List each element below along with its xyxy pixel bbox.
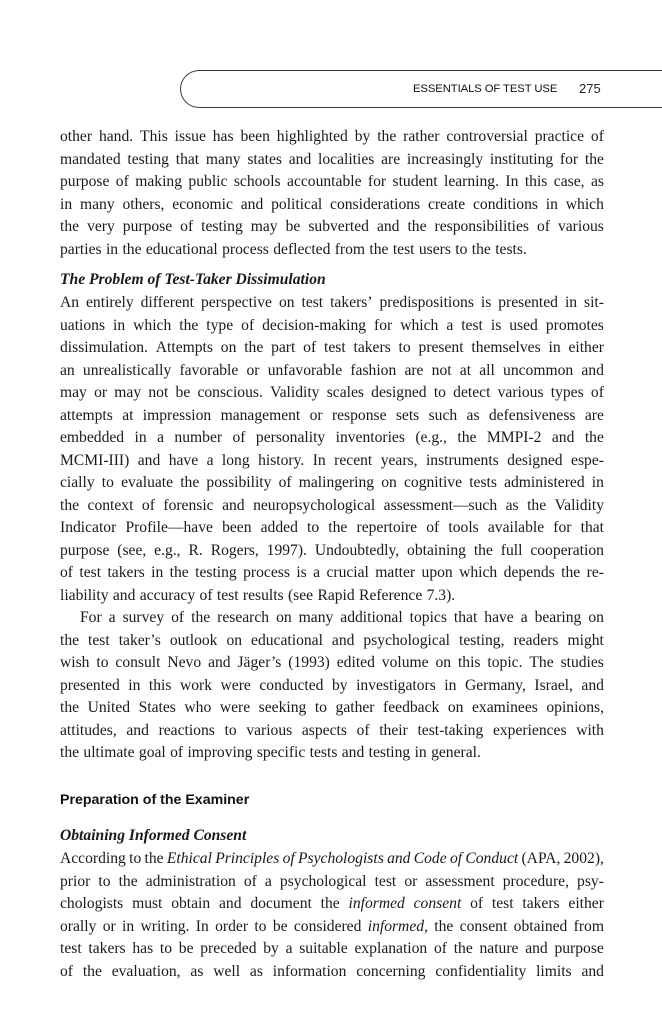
text-line: purpose (see, e.g., R. Rogers, 1997). Undoubtedly, obtaining the full cooperation [60,541,604,559]
subsection-informed-consent [60,824,604,983]
text-line: may or may not be conscious. Validity scales designed to detect various types of [60,384,604,401]
text-line: orally or in writing. In order to be considered informed, the consent obtained from [60,917,604,935]
text-line: the United States who were seeking to gather feedback on examinees opinions, [60,699,604,716]
text-line: dissimulation. Attempts on the part of test takers to present themselves in either [60,339,604,356]
paragraph-continuation [60,126,604,261]
text-line: chologists must obtain and document the informed consent of test takers either [60,895,604,912]
page-number: 275 [579,81,601,96]
text-line: Indicator Profile—have been added to the repertoire of tools available for that [60,519,604,536]
subsection-heading: The Problem of Test-Taker Dissimulation [60,271,326,288]
text-line: the context of forensic and neuropsychological assessment—such as the Validity [60,496,604,514]
subsection-dissimulation [60,268,604,765]
book-title: ESSENTIALS OF TEST USE [413,83,558,95]
text-line: other hand. This issue has been highlighted by the rather controversial practice of [60,128,604,145]
text-line: mandated testing that many states and localities are increasingly instituting for the [60,150,604,168]
text-line: For a survey of the research on many additional topics that have a bearing on [80,609,604,626]
text-line: liability and accuracy of test results (see Rapid Reference 7.3). [60,586,456,604]
text-line: embedded in a number of personality inventories (e.g., the MMPI-2 and the [60,429,604,446]
text-line: of test takers in the testing process is a crucial matter upon which depends the re- [60,564,604,581]
text-line: test takers has to be preceded by a suitable explanation of the nature and purpose [60,940,604,957]
text-line: of the evaluation, as well as information concerning confidentiality limits and [60,962,604,980]
text-line: an unrealistically favorable or unfavorable fashion are not at all uncommon and [60,361,604,379]
text-line: purpose of making public schools accountable for student learning. In this case, as [60,173,604,190]
text-line: wish to consult Nevo and Jäger’s (1993) edited volume on this topic. The studies [60,654,604,671]
text-line: cially to evaluate the possibility of malingering on cognitive tests administered in [60,474,604,491]
text-line: attitudes, and reactions to various aspects of their test-taking experiences with [60,721,604,739]
text-line: the test taker’s outlook on educational and psychological testing, readers might [60,631,604,649]
running-head [180,70,662,108]
text-line: the very purpose of testing may be subverted and the responsibilities of various [60,218,604,235]
text-line: in many others, economic and political considerations create conditions in which [60,195,604,213]
text-line: prior to the administration of a psychological test or assessment procedure, psy- [60,872,604,890]
text-line: parties in the educational process deflected from the test users to the tests. [60,240,527,258]
text-line: the ultimate goal of improving specific tests and testing in general. [60,744,481,761]
section-heading: Preparation of the Examiner [60,792,250,808]
text-line: uations in which the type of decision-making for which a test is used promotes [60,316,604,334]
text-line: According to the Ethical Principles of Psychologists and Code of Conduct (APA, 2002), [60,850,604,867]
text-line: MCMI-III) and have a long history. In recent years, instruments designed espe- [60,451,604,469]
text-line: An entirely different perspective on test takers’ predispositions is presented in sit- [60,294,604,311]
text-line: attempts at impression management or response sets such as defensiveness are [60,406,604,424]
text-line: presented in this work were conducted by investigators in Germany, Israel, and [60,676,604,694]
subsection-heading: Obtaining Informed Consent [60,827,247,844]
